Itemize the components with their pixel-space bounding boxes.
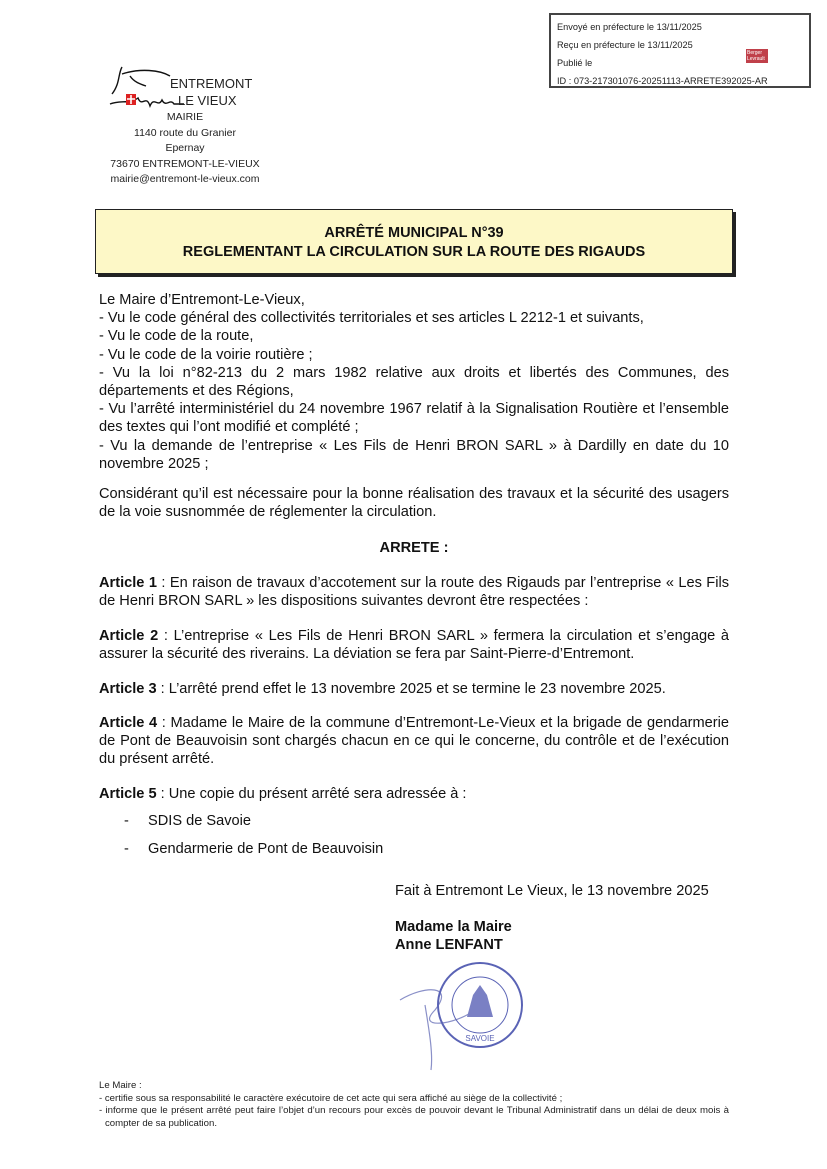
article-text: : L’entreprise « Les Fils de Henri BRON SARL » fermera la circulation et s’engage à assurer la sécurité des riverains. La déviation se fera par Saint-Pierre-d’Entremont.: [99, 628, 729, 663]
preamble-line: Le Maire d’Entremont-Le-Vieux,: [99, 292, 305, 308]
article-text: : En raison de travaux d’accotement sur la route des Rigauds par l’entreprise « Les Fils de Henri BRON SARL » les dispositions suivantes devront être respectées :: [99, 575, 730, 610]
sent-date: Envoyé en préfecture le 13/11/2025: [557, 22, 702, 32]
published-date: Publié le: [557, 58, 593, 68]
address-line: Epernay: [165, 142, 205, 154]
preamble-line: - Vu le code général des collectivités territoriales et ses articles L 2212-1 et suivants,: [99, 310, 644, 327]
article-label: Article 3: [99, 681, 157, 697]
article-text: : L’arrêté prend effet le 13 novembre 2025 et se termine le 23 novembre 2025.: [156, 681, 666, 697]
article-2: [99, 627, 729, 663]
arrete-heading: ARRETE :: [379, 540, 449, 556]
signatory-name: Anne LENFANT: [395, 937, 503, 953]
logo-line1: ENTREMONT: [170, 76, 253, 91]
recipient-name: SDIS de Savoie: [148, 813, 252, 829]
footer-line: - certifie sous sa responsabilité le caractère exécutoire de cet acte qui sera affiché au siège de la collectivité ;: [99, 1092, 563, 1104]
mairie-header: [100, 64, 270, 188]
place-date: Fait à Entremont Le Vieux, le 13 novembre 2025: [395, 883, 709, 899]
address-line: 1140 route du Granier: [134, 126, 236, 139]
considering: Considérant qu’il est nécessaire pour la bonne réalisation des travaux et la sécurité des usagers de la voie susnommée de réglementer la circulation.: [99, 486, 729, 521]
article-text: : Madame le Maire de la commune d’Entremont-Le-Vieux et la brigade de gendarmerie de Pont de Beauvoisin sont chargés chacun en ce qui le concerne, du contrôle et de l’exécution du présent arrêté.: [99, 715, 729, 768]
footer-line: - informe que le présent arrêté peut faire l’objet d’un recours pour excès de pouvoir devant le Tribunal Administratif dans un délai de deux mois à compter de sa publication.: [99, 1105, 729, 1129]
official-seal-icon: [395, 955, 535, 1075]
article-label: Article 2: [99, 628, 159, 644]
article-3: [99, 680, 729, 698]
recipient-item: - Gendarmerie de Pont de Beauvoisin: [124, 841, 384, 857]
preamble-line: - Vu la loi n°82-213 du 2 mars 1982 relative aux droits et libertés des Communes, des départements et des Régions,: [99, 364, 729, 400]
svg-text:SAVOIE: SAVOIE: [465, 1034, 495, 1043]
mairie-label: MAIRIE: [166, 111, 204, 123]
article-5: [99, 785, 729, 803]
legal-footer: [99, 1080, 729, 1130]
address-line: 73670 ENTREMONT-LE-VIEUX: [110, 157, 260, 170]
title-line1: ARRÊTÉ MUNICIPAL N°39: [324, 225, 504, 241]
preamble-line: - Vu le code de la voirie routière ;: [99, 346, 313, 363]
recipient-item: - SDIS de Savoie: [99, 812, 729, 840]
received-date: Reçu en préfecture le 13/11/2025: [557, 40, 693, 50]
berger-levrault-logo: Berger Levrault: [746, 49, 768, 63]
act-id: ID : 073-217301076-20251113-ARRETE392025-AR: [557, 76, 768, 86]
transmission-stamp: [549, 13, 811, 88]
recipient-name: Gendarmerie de Pont de Beauvoisin: [148, 841, 384, 857]
preamble: [99, 291, 729, 473]
logo-line2: LE VIEUX: [178, 93, 237, 108]
preamble-line: - Vu le code de la route,: [99, 328, 254, 345]
preamble-line: - Vu l’arrêté interministériel du 24 novembre 1967 relatif à la Signalisation Routière et l’ensemble des textes qui l’ont modifié et complété ;: [99, 401, 729, 436]
article-1: [99, 574, 729, 610]
article-4: [99, 714, 729, 769]
article-label: Article 5: [99, 786, 157, 802]
article-text: : Une copie du présent arrêté sera adressée à :: [156, 786, 467, 802]
article-label: Article 4: [99, 715, 158, 731]
signatory-role: Madame la Maire: [395, 919, 512, 935]
recipient-list: [99, 812, 729, 858]
email: mairie@entremont-le-vieux.com: [110, 173, 260, 185]
title-line2: REGLEMENTANT LA CIRCULATION SUR LA ROUTE DES RIGAUDS: [182, 244, 646, 260]
footer-heading: Le Maire :: [99, 1080, 142, 1091]
preamble-line: - Vu la demande de l’entreprise « Les Fils de Henri BRON SARL » à Dardilly en date du 10 novembre 2025 ;: [99, 437, 729, 472]
document-title: [95, 209, 733, 274]
article-label: Article 1: [99, 575, 157, 591]
signatory: [395, 918, 512, 954]
